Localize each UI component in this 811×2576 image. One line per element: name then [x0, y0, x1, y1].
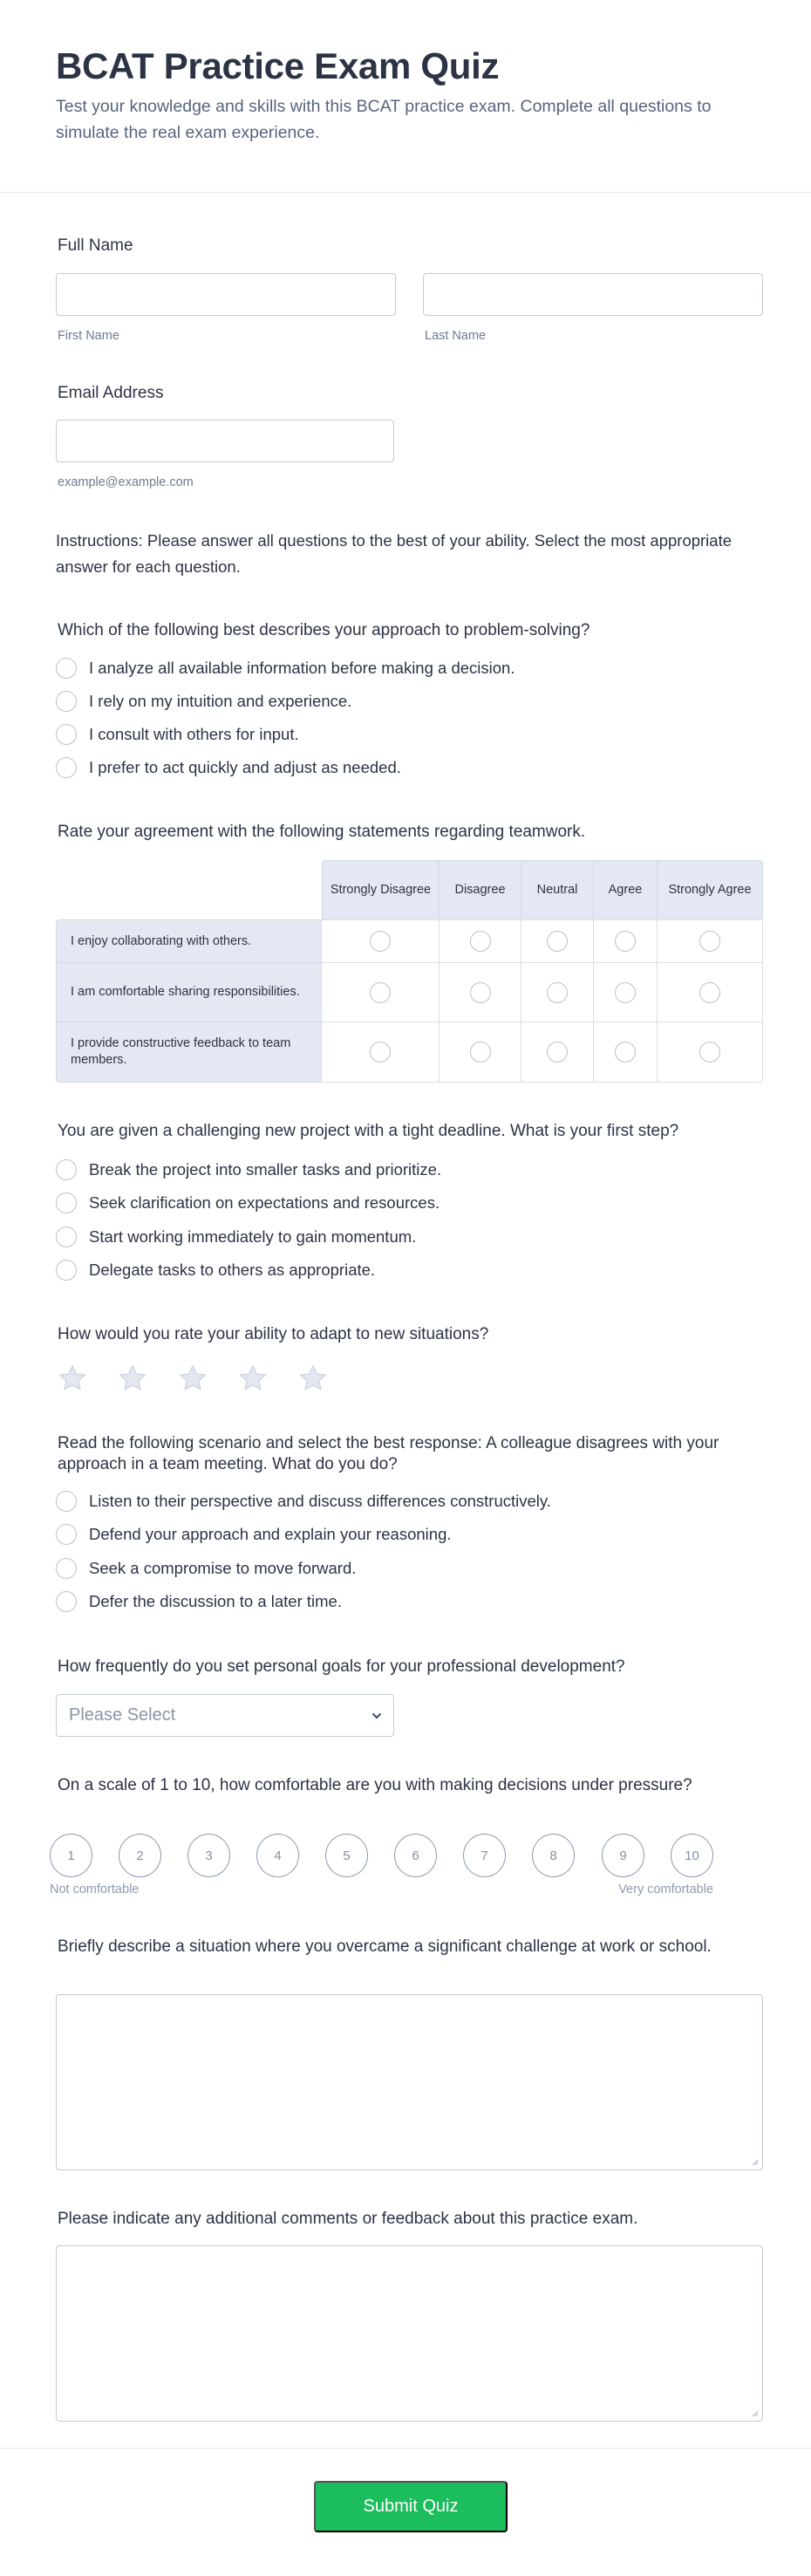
select-placeholder: Please Select — [69, 1705, 176, 1725]
q1-option-4[interactable]: I prefer to act quickly and adjust as needed. — [56, 756, 401, 779]
star-icon[interactable] — [236, 1363, 269, 1394]
radio-button[interactable] — [615, 982, 636, 1003]
q1-option-1[interactable]: I analyze all available information before making a decision. — [56, 657, 515, 680]
q5-option-4[interactable]: Defer the discussion to a later time. — [56, 1590, 342, 1613]
q2-label: Rate your agreement with the following statements regarding teamwork. — [58, 823, 586, 841]
radio-button[interactable] — [56, 1591, 77, 1612]
radio-button[interactable] — [470, 1042, 491, 1063]
matrix-cell[interactable] — [439, 919, 521, 963]
q3-option-4[interactable]: Delegate tasks to others as appropriate. — [56, 1259, 375, 1281]
last-name-input[interactable] — [423, 273, 763, 316]
radio-button[interactable] — [56, 1192, 77, 1213]
radio-button[interactable] — [699, 982, 720, 1003]
scale-option-9[interactable]: 9 — [602, 1834, 644, 1877]
radio-button[interactable] — [470, 982, 491, 1003]
matrix-col-header: Disagree — [439, 860, 521, 920]
q8-label: Briefly describe a situation where you overcame a significant challenge at work or school. — [58, 1937, 712, 1956]
matrix-cell[interactable] — [593, 1022, 658, 1083]
radio-button[interactable] — [547, 931, 568, 952]
email-label: Email Address — [58, 384, 164, 402]
instructions-text: Instructions: Please answer all questions to the best of your ability. Select the most appropriate answer for each question. — [56, 531, 733, 576]
matrix-row-label: I provide constructive feedback to team members. — [56, 1022, 322, 1083]
q3-label: You are given a challenging new project with a tight deadline. What is your first step? — [58, 1122, 679, 1140]
radio-button[interactable] — [56, 1260, 77, 1281]
page-title: BCAT Practice Exam Quiz — [56, 45, 500, 86]
q1-option-3[interactable]: I consult with others for input. — [56, 723, 299, 746]
scale-option-10[interactable]: 10 — [671, 1834, 713, 1877]
matrix-row-label: I am comfortable sharing responsibilities. — [56, 962, 322, 1022]
page-subtitle: Test your knowledge and skills with this BCAT practice exam. Complete all questions to simulate the real exam experience. — [56, 97, 712, 142]
q5-option-3[interactable]: Seek a compromise to move forward. — [56, 1557, 356, 1580]
star-icon[interactable] — [116, 1363, 149, 1394]
matrix-cell[interactable] — [321, 962, 440, 1022]
radio-button[interactable] — [547, 982, 568, 1003]
scale-min-label: Not comfortable — [50, 1882, 140, 1896]
matrix-cell[interactable] — [521, 919, 594, 963]
matrix-col-header: Strongly Agree — [657, 860, 763, 920]
scale-option-8[interactable]: 8 — [532, 1834, 575, 1877]
resize-handle-icon[interactable] — [751, 2409, 759, 2417]
matrix-cell[interactable] — [657, 919, 763, 963]
matrix-cell[interactable] — [593, 962, 658, 1022]
star-icon[interactable] — [296, 1363, 330, 1394]
q5-option-2[interactable]: Defend your approach and explain your reasoning. — [56, 1523, 452, 1546]
full-name-label: Full Name — [58, 236, 133, 255]
q1-label: Which of the following best describes your approach to problem-solving? — [58, 621, 590, 639]
radio-button[interactable] — [370, 1042, 391, 1063]
radio-button[interactable] — [56, 757, 77, 778]
matrix-cell[interactable] — [321, 1022, 440, 1083]
q9-label: Please indicate any additional comments or feedback about this practice exam. — [58, 2210, 638, 2228]
header-divider — [0, 192, 811, 193]
q1-option-2[interactable]: I rely on my intuition and experience. — [56, 690, 351, 713]
matrix-row-label: I enjoy collaborating with others. — [56, 919, 322, 963]
radio-button[interactable] — [56, 724, 77, 745]
first-name-input[interactable] — [56, 273, 396, 316]
email-input[interactable] — [56, 420, 394, 462]
matrix-cell[interactable] — [657, 1022, 763, 1083]
matrix-cell[interactable] — [521, 962, 594, 1022]
radio-button[interactable] — [615, 931, 636, 952]
matrix-col-header: Neutral — [521, 860, 594, 920]
radio-button[interactable] — [56, 1491, 77, 1512]
last-name-sublabel: Last Name — [425, 329, 487, 343]
footer-divider — [0, 2448, 811, 2449]
q7-label: On a scale of 1 to 10, how comfortable are you with making decisions under pressure? — [58, 1776, 692, 1794]
radio-button[interactable] — [56, 691, 77, 712]
scale-option-4[interactable]: 4 — [256, 1834, 299, 1877]
scale-option-2[interactable]: 2 — [119, 1834, 161, 1877]
radio-button[interactable] — [699, 1042, 720, 1063]
matrix-cell[interactable] — [439, 962, 521, 1022]
scale-option-7[interactable]: 7 — [463, 1834, 506, 1877]
radio-button[interactable] — [615, 1042, 636, 1063]
radio-button[interactable] — [56, 1227, 77, 1247]
radio-button[interactable] — [56, 1558, 77, 1579]
scale-max-label: Very comfortable — [618, 1882, 713, 1896]
radio-button[interactable] — [547, 1042, 568, 1063]
matrix-cell[interactable] — [657, 962, 763, 1022]
chevron-down-icon — [371, 1710, 383, 1722]
radio-button[interactable] — [470, 931, 491, 952]
star-icon[interactable] — [56, 1363, 89, 1394]
scale-option-6[interactable]: 6 — [394, 1834, 437, 1877]
radio-button[interactable] — [56, 658, 77, 679]
q4-label: How would you rate your ability to adapt to new situations? — [58, 1325, 489, 1343]
teamwork-matrix — [56, 859, 763, 1083]
scale-option-5[interactable]: 5 — [325, 1834, 368, 1877]
radio-button[interactable] — [370, 982, 391, 1003]
q3-option-2[interactable]: Seek clarification on expectations and resources. — [56, 1192, 440, 1214]
first-name-sublabel: First Name — [58, 329, 119, 343]
matrix-cell[interactable] — [593, 919, 658, 963]
q5-option-1[interactable]: Listen to their perspective and discuss differences constructively. — [56, 1490, 551, 1513]
q3-option-3[interactable]: Start working immediately to gain momentum. — [56, 1226, 416, 1248]
radio-button[interactable] — [56, 1524, 77, 1545]
submit-quiz-button[interactable]: Submit Quiz — [314, 2481, 508, 2532]
q5-label: Read the following scenario and select the best response: A colleague disagrees with your approach in a team meeting. What do you do? — [58, 1434, 719, 1473]
q3-option-1[interactable]: Break the project into smaller tasks and prioritize. — [56, 1158, 441, 1181]
matrix-col-header: Strongly Disagree — [322, 860, 440, 920]
radio-button[interactable] — [370, 931, 391, 952]
q6-label: How frequently do you set personal goals for your professional development? — [58, 1657, 625, 1676]
goals-frequency-select[interactable] — [56, 1694, 394, 1737]
matrix-cell[interactable] — [321, 919, 440, 963]
feedback-textarea[interactable] — [56, 2245, 763, 2422]
star-icon[interactable] — [176, 1363, 209, 1394]
radio-button[interactable] — [699, 931, 720, 952]
challenge-textarea[interactable] — [56, 1994, 763, 2170]
email-sublabel: example@example.com — [58, 475, 194, 489]
scale-option-3[interactable]: 3 — [187, 1834, 230, 1877]
radio-button[interactable] — [56, 1159, 77, 1180]
matrix-col-header: Agree — [593, 860, 658, 920]
resize-handle-icon[interactable] — [751, 2158, 759, 2166]
matrix-cell[interactable] — [521, 1022, 594, 1083]
scale-option-1[interactable]: 1 — [50, 1834, 92, 1877]
matrix-cell[interactable] — [439, 1022, 521, 1083]
